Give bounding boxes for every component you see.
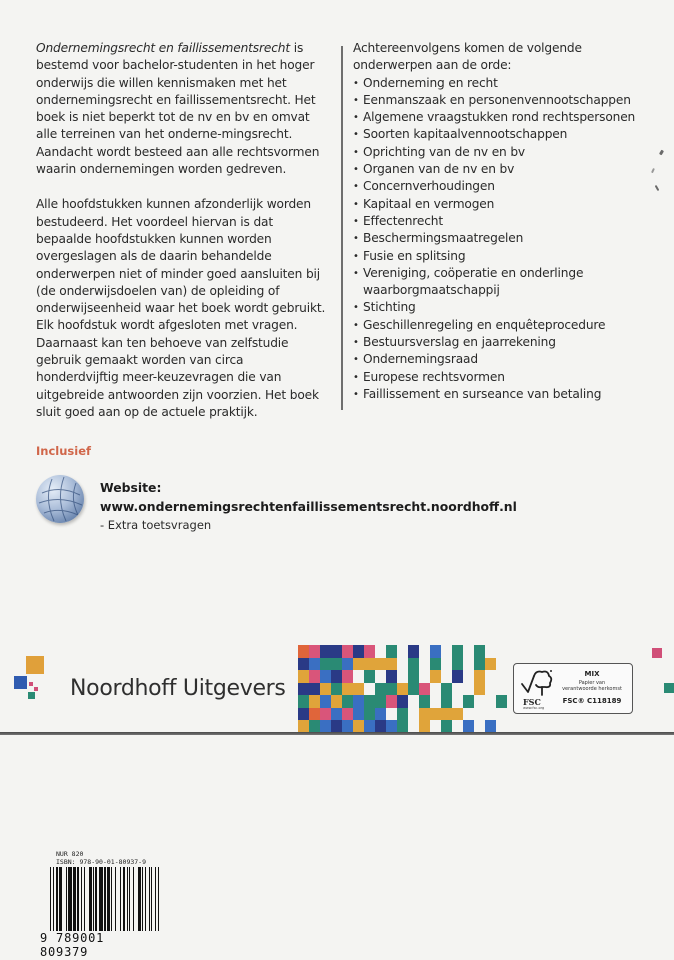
mosaic-cell bbox=[320, 670, 331, 683]
mosaic-cell bbox=[309, 645, 320, 658]
mosaic-cell bbox=[463, 720, 474, 733]
mosaic-cell bbox=[364, 645, 375, 658]
mosaic-cell bbox=[331, 708, 342, 721]
book-title-italic: Ondernemingsrecht en faillissementsrecht bbox=[36, 41, 290, 55]
fsc-tree-icon bbox=[520, 668, 554, 698]
mosaic-cell bbox=[397, 720, 408, 733]
topic-item: • Beschermingsmaatregelen bbox=[353, 230, 663, 247]
mosaic-cell bbox=[430, 645, 441, 658]
fsc-code: FSC® C118189 bbox=[562, 697, 622, 705]
topic-item: • Kapitaal en vermogen bbox=[353, 196, 663, 213]
mosaic-cell bbox=[353, 670, 364, 683]
mosaic-cell bbox=[375, 670, 386, 683]
mosaic-cell bbox=[309, 683, 320, 696]
decorative-teal-square bbox=[664, 683, 674, 693]
website-label: Website: bbox=[100, 480, 162, 495]
description-column bbox=[36, 40, 328, 439]
mosaic-cell bbox=[408, 695, 419, 708]
mosaic-cell bbox=[342, 695, 353, 708]
fsc-logo-text: FSC bbox=[523, 697, 541, 707]
fsc-label bbox=[513, 663, 633, 714]
mosaic-cell bbox=[375, 720, 386, 733]
mosaic-cell bbox=[342, 670, 353, 683]
mosaic-cell bbox=[342, 708, 353, 721]
topic-item: • Stichting bbox=[353, 299, 663, 316]
mosaic-cell bbox=[452, 658, 463, 671]
mosaic-cell bbox=[353, 720, 364, 733]
mosaic-cell bbox=[298, 658, 309, 671]
publisher-name: Noordhoff Uitgevers bbox=[70, 676, 286, 701]
mosaic-cell bbox=[320, 683, 331, 696]
mosaic-cell bbox=[353, 695, 364, 708]
mosaic-cell bbox=[419, 670, 430, 683]
mosaic-cell bbox=[430, 670, 441, 683]
mosaic-cell bbox=[496, 670, 507, 683]
mosaic-cell bbox=[331, 670, 342, 683]
topics-intro: Achtereenvolgens komen de volgende onderwerpen aan de orde: bbox=[353, 41, 582, 73]
mosaic-cell bbox=[485, 658, 496, 671]
mosaic-cell bbox=[331, 695, 342, 708]
topic-item: • Eenmanszaak en personenvennootschappen bbox=[353, 92, 663, 109]
mosaic-cell bbox=[342, 645, 353, 658]
mosaic-cell bbox=[408, 683, 419, 696]
mosaic-cell bbox=[485, 720, 496, 733]
mosaic-cell bbox=[386, 645, 397, 658]
decorative-pink-square bbox=[652, 648, 662, 658]
mosaic-cell bbox=[386, 720, 397, 733]
mosaic-cell bbox=[452, 645, 463, 658]
mosaic-cell bbox=[309, 670, 320, 683]
topic-item: • Bestuursverslag en jaarrekening bbox=[353, 334, 663, 351]
mosaic-cell bbox=[397, 645, 408, 658]
mosaic-cell bbox=[496, 683, 507, 696]
mosaic-cell bbox=[320, 645, 331, 658]
mosaic-cell bbox=[375, 695, 386, 708]
mosaic-cell bbox=[353, 645, 364, 658]
mosaic-cell bbox=[452, 720, 463, 733]
mosaic-cell bbox=[496, 708, 507, 721]
mosaic-cell bbox=[397, 695, 408, 708]
mosaic-cell bbox=[452, 708, 463, 721]
topics-list bbox=[353, 75, 663, 404]
mosaic-cell bbox=[441, 683, 452, 696]
topic-item: • Effectenrecht bbox=[353, 213, 663, 230]
mosaic-cell bbox=[375, 658, 386, 671]
mosaic-cell bbox=[430, 708, 441, 721]
topic-item: • Oprichting van de nv en bv bbox=[353, 144, 663, 161]
topic-item: • Concernverhoudingen bbox=[353, 178, 663, 195]
mosaic-cell bbox=[342, 658, 353, 671]
mosaic-cell bbox=[485, 695, 496, 708]
nur-code: NUR 820 bbox=[56, 850, 84, 858]
column-divider bbox=[341, 46, 343, 410]
topic-item: • Soorten kapitaalvennootschappen bbox=[353, 126, 663, 143]
mosaic-cell bbox=[474, 720, 485, 733]
topic-item: • Algemene vraagstukken rond rechtspersonen bbox=[353, 109, 663, 126]
mosaic-cell bbox=[397, 683, 408, 696]
mosaic-cell bbox=[364, 720, 375, 733]
noordhoff-logo-icon bbox=[14, 656, 54, 716]
mosaic-cell bbox=[441, 658, 452, 671]
mosaic-cell bbox=[331, 645, 342, 658]
mosaic-cell bbox=[298, 708, 309, 721]
mosaic-cell bbox=[353, 708, 364, 721]
barcode-block bbox=[40, 850, 160, 960]
mosaic-cell bbox=[430, 658, 441, 671]
mosaic-cell bbox=[364, 658, 375, 671]
mosaic-cell bbox=[474, 645, 485, 658]
mosaic-cell bbox=[430, 683, 441, 696]
mosaic-cell bbox=[485, 670, 496, 683]
mosaic-cell bbox=[463, 683, 474, 696]
mosaic-cell bbox=[408, 720, 419, 733]
mosaic-cell bbox=[441, 695, 452, 708]
description-paragraph-2: Alle hoofdstukken kunnen afzonderlijk worden bestudeerd. Het voordeel hiervan is dat bepaalde hoofdstukken kunnen worden overgeslagen als de daarin behandelde onderwerpen niet of minder goed aansluiten bij (de onderwijsdoelen van) de opleiding of onderwijseenheid waar het boek wordt gebruikt. Elk hoofdstuk wordt afgesloten met vragen. Daarnaast kan ten behoeve van zelfstudie gebruik gemaakt worden van circa honderdvijftig meer-keuzevragen die van uitgebreide antwoorden zijn voorzien. Het boek sluit goed aan op de actuele praktijk. bbox=[36, 197, 326, 419]
mosaic-cell bbox=[309, 708, 320, 721]
mosaic-cell bbox=[331, 720, 342, 733]
mosaic-cell bbox=[430, 695, 441, 708]
mosaic-cell bbox=[496, 658, 507, 671]
mosaic-cell bbox=[485, 708, 496, 721]
mosaic-cell bbox=[441, 645, 452, 658]
mosaic-cell bbox=[441, 670, 452, 683]
extra-toetsvragen: - Extra toetsvragen bbox=[100, 518, 212, 532]
color-mosaic bbox=[298, 645, 507, 733]
mosaic-cell bbox=[463, 658, 474, 671]
topic-item: • Faillissement en surseance van betaling bbox=[353, 386, 663, 403]
mosaic-cell bbox=[441, 720, 452, 733]
mosaic-cell bbox=[309, 720, 320, 733]
topic-item: • Geschillenregeling en enquêteprocedure bbox=[353, 317, 663, 334]
mosaic-cell bbox=[474, 658, 485, 671]
mosaic-cell bbox=[463, 695, 474, 708]
topic-item: • Europese rechtsvormen bbox=[353, 369, 663, 386]
mosaic-cell bbox=[320, 708, 331, 721]
mosaic-cell bbox=[496, 695, 507, 708]
mosaic-cell bbox=[375, 683, 386, 696]
mosaic-cell bbox=[309, 695, 320, 708]
mosaic-cell bbox=[320, 658, 331, 671]
mosaic-cell bbox=[298, 645, 309, 658]
mosaic-cell bbox=[441, 708, 452, 721]
mosaic-cell bbox=[353, 658, 364, 671]
mosaic-cell bbox=[386, 683, 397, 696]
topic-item: • Vereniging, coöperatie en onderlinge waarborgmaatschappij bbox=[353, 265, 663, 300]
mosaic-cell bbox=[364, 708, 375, 721]
mosaic-cell bbox=[430, 720, 441, 733]
inclusief-heading: Inclusief bbox=[36, 444, 92, 458]
topic-item: • Organen van de nv en bv bbox=[353, 161, 663, 178]
mosaic-cell bbox=[474, 695, 485, 708]
mosaic-cell bbox=[463, 645, 474, 658]
fsc-paper-text: Papier van verantwoorde herkomst bbox=[562, 680, 622, 692]
mosaic-cell bbox=[386, 670, 397, 683]
mosaic-cell bbox=[298, 683, 309, 696]
horizontal-rule bbox=[0, 732, 674, 735]
mosaic-cell bbox=[331, 658, 342, 671]
mosaic-cell bbox=[331, 683, 342, 696]
website-url[interactable]: www.ondernemingsrechtenfaillissementsrecht.noordhoff.nl bbox=[100, 499, 517, 514]
mosaic-cell bbox=[309, 658, 320, 671]
barcode-bars bbox=[50, 867, 160, 939]
mosaic-cell bbox=[419, 645, 430, 658]
mosaic-cell bbox=[386, 708, 397, 721]
fsc-mix: MIX bbox=[584, 670, 600, 678]
mosaic-cell bbox=[485, 645, 496, 658]
mosaic-cell bbox=[364, 695, 375, 708]
mosaic-cell bbox=[397, 670, 408, 683]
mosaic-cell bbox=[298, 695, 309, 708]
mosaic-cell bbox=[452, 695, 463, 708]
mosaic-cell bbox=[320, 720, 331, 733]
mosaic-cell bbox=[419, 695, 430, 708]
topic-item: • Ondernemingsraad bbox=[353, 351, 663, 368]
mosaic-cell bbox=[386, 695, 397, 708]
mosaic-cell bbox=[419, 720, 430, 733]
mosaic-cell bbox=[386, 658, 397, 671]
mosaic-cell bbox=[364, 670, 375, 683]
isbn-code: ISBN: 978-90-01-80937-9 bbox=[56, 858, 147, 866]
mosaic-cell bbox=[397, 708, 408, 721]
mosaic-cell bbox=[408, 658, 419, 671]
mosaic-cell bbox=[353, 683, 364, 696]
mosaic-cell bbox=[463, 708, 474, 721]
mosaic-cell bbox=[496, 720, 507, 733]
topic-item: • Fusie en splitsing bbox=[353, 248, 663, 265]
topic-item: • Onderneming en recht bbox=[353, 75, 663, 92]
mosaic-cell bbox=[375, 708, 386, 721]
mosaic-cell bbox=[452, 670, 463, 683]
mosaic-cell bbox=[485, 683, 496, 696]
mosaic-cell bbox=[496, 645, 507, 658]
mosaic-cell bbox=[408, 645, 419, 658]
mosaic-cell bbox=[419, 658, 430, 671]
mosaic-cell bbox=[419, 708, 430, 721]
mosaic-cell bbox=[452, 683, 463, 696]
mosaic-cell bbox=[342, 683, 353, 696]
mosaic-cell bbox=[342, 720, 353, 733]
mosaic-cell bbox=[364, 683, 375, 696]
mosaic-cell bbox=[408, 708, 419, 721]
mosaic-cell bbox=[320, 695, 331, 708]
mosaic-cell bbox=[463, 670, 474, 683]
topics-column bbox=[353, 40, 663, 403]
mosaic-cell bbox=[474, 670, 485, 683]
mosaic-cell bbox=[375, 645, 386, 658]
mosaic-cell bbox=[474, 683, 485, 696]
mosaic-cell bbox=[298, 720, 309, 733]
mosaic-cell bbox=[419, 683, 430, 696]
mosaic-cell bbox=[298, 670, 309, 683]
website-block bbox=[100, 478, 517, 535]
mosaic-cell bbox=[474, 708, 485, 721]
mosaic-cell bbox=[408, 670, 419, 683]
description-paragraph-1: Ondernemingsrecht en faillissementsrecht is bestemd voor bachelor-studenten in het hoger onderwijs die willen kennismaken met het ondernemingsrecht en faillissementsrecht. Het boek is niet beperkt tot de nv en bv en omvat alle terreinen van het onderne-mingsrecht. Aandacht wordt besteed aan alle rechtsvormen waarin ondernemingen worden gedreven. bbox=[36, 41, 320, 177]
globe-icon bbox=[36, 475, 84, 523]
mosaic-cell bbox=[397, 658, 408, 671]
ean-digits: 9 789001 809379 bbox=[40, 931, 160, 959]
fsc-url: www.fsc.org bbox=[523, 706, 545, 710]
